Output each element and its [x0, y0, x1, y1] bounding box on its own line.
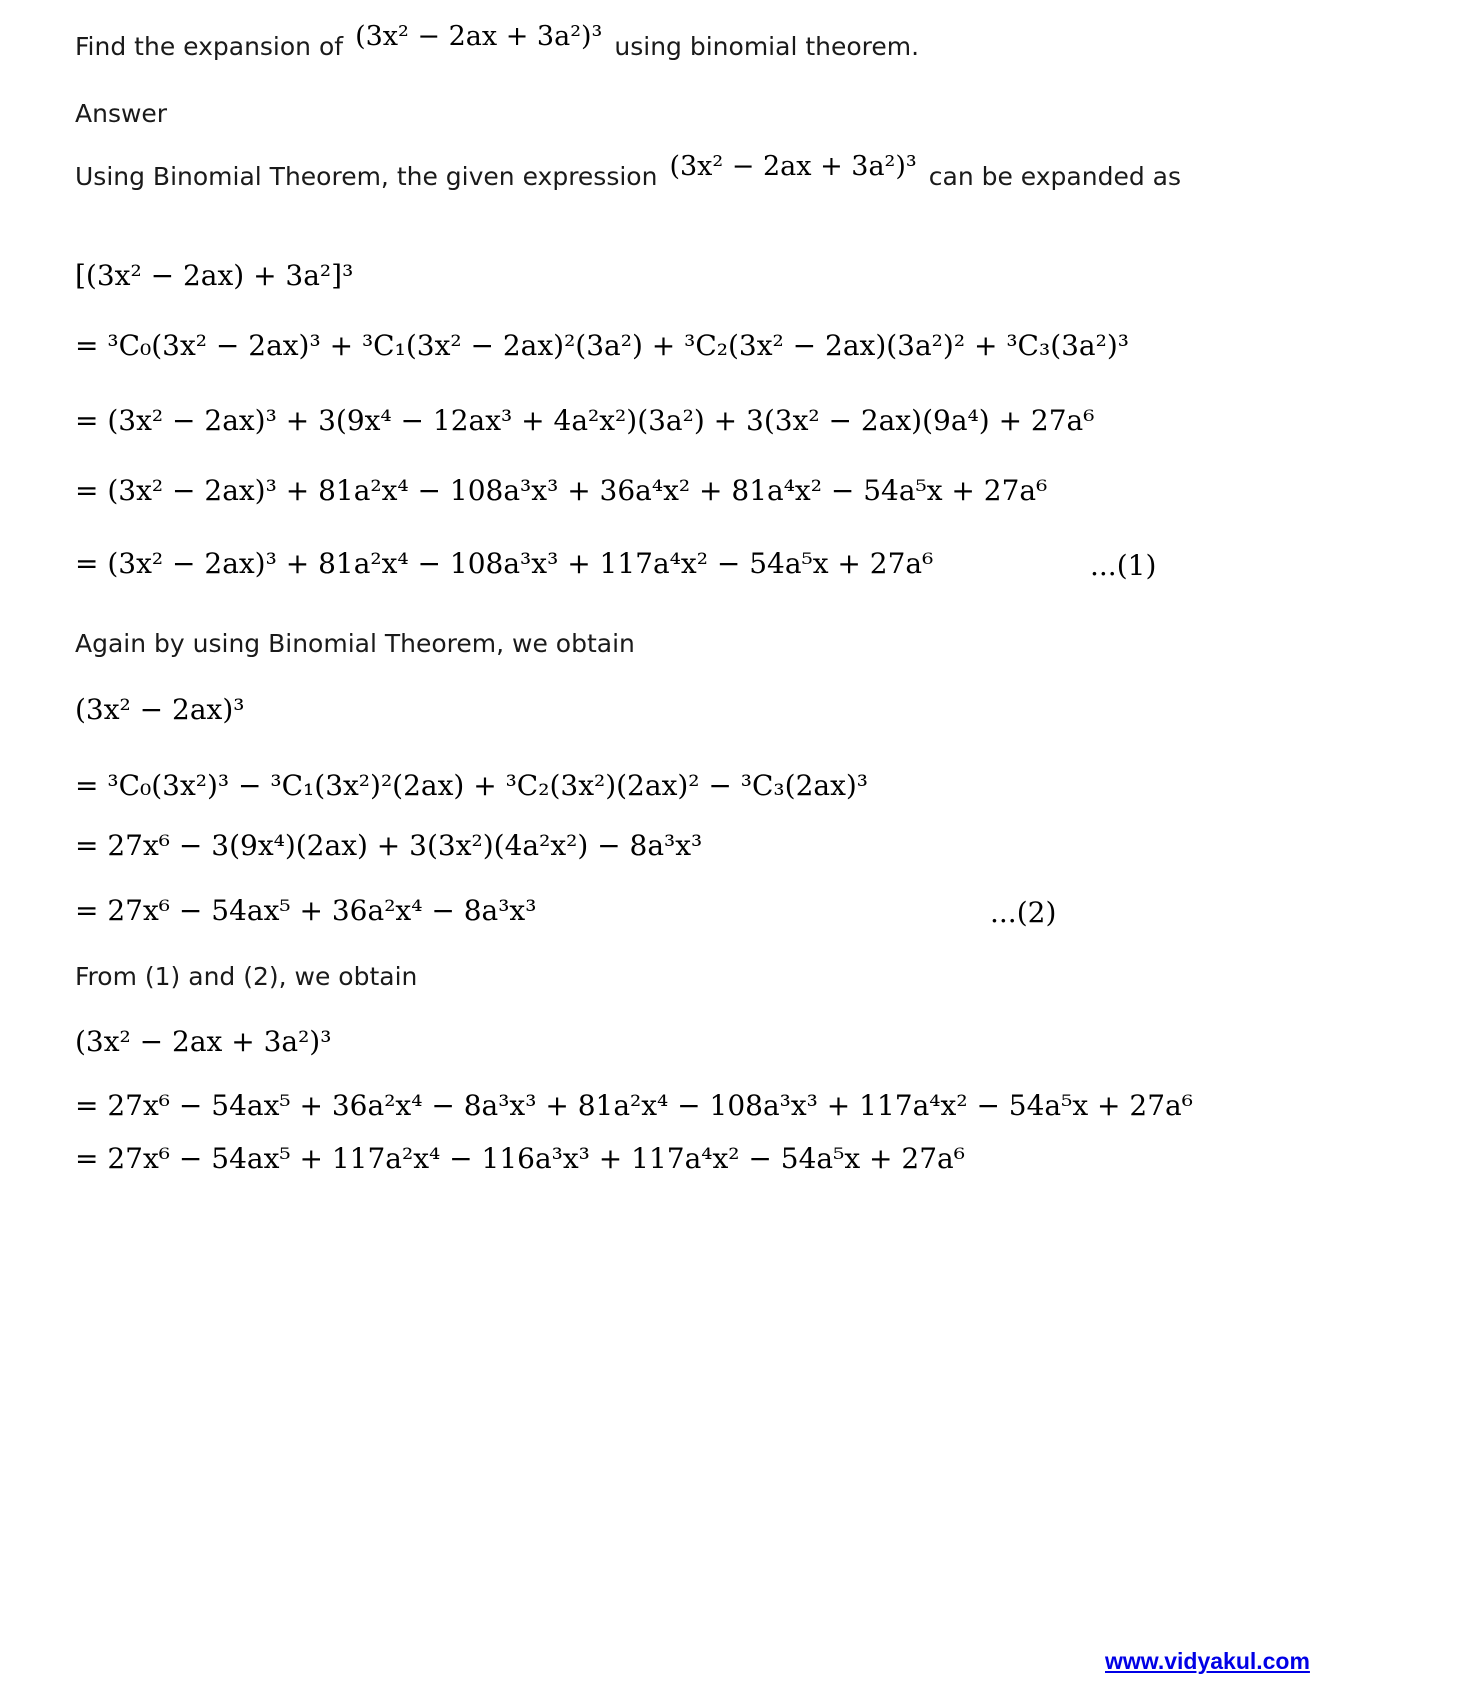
equation-line: [75, 893, 1057, 929]
question-suffix: using binomial theorem.: [614, 32, 920, 62]
equation-line: [75, 546, 1157, 582]
equation-line: = ³C₀(3x² − 2ax)³ + ³C₁(3x² − 2ax)²(3a²) + ³C₂(3x² − 2ax)(3a²)² + ³C₃(3a²)³: [75, 329, 1129, 362]
footer-website-link[interactable]: www.vidyakul.com: [1105, 1648, 1310, 1674]
question-prefix: Find the expansion of: [75, 32, 344, 62]
equation-line: = 27x⁶ − 54ax⁵ + 36a²x⁴ − 8a³x³ + 81a²x⁴ − 108a³x³ + 117a⁴x² − 54a⁵x + 27a⁶: [75, 1089, 1193, 1122]
intro-suffix: can be expanded as: [928, 162, 1181, 192]
equation-line: [(3x² − 2ax) + 3a²]³: [75, 259, 354, 292]
question-expression: (3x² − 2ax + 3a²)³: [355, 21, 603, 52]
question-line: [75, 21, 920, 64]
equation-line: (3x² − 2ax)³: [75, 693, 245, 726]
equation-body: = 27x⁶ − 54ax⁵ + 36a²x⁴ − 8a³x³: [75, 894, 537, 927]
equation-line: = (3x² − 2ax)³ + 81a²x⁴ − 108a³x³ + 36a⁴x² + 81a⁴x² − 54a⁵x + 27a⁶: [75, 474, 1048, 507]
from-text: From (1) and (2), we obtain: [75, 962, 418, 991]
again-text: Again by using Binomial Theorem, we obtain: [75, 629, 635, 658]
equation-body: = (3x² − 2ax)³ + 81a²x⁴ − 108a³x³ + 117a⁴x² − 54a⁵x + 27a⁶: [75, 547, 934, 580]
equation-line: = ³C₀(3x²)³ − ³C₁(3x²)²(2ax) + ³C₂(3x²)(2ax)² − ³C₃(2ax)³: [75, 769, 869, 802]
intro-line: [75, 151, 1181, 194]
equation-number-tag: ...(2): [990, 896, 1057, 929]
intro-expression: (3x² − 2ax + 3a²)³: [669, 151, 917, 182]
equation-line: = (3x² − 2ax)³ + 3(9x⁴ − 12ax³ + 4a²x²)(3a²) + 3(3x² − 2ax)(9a⁴) + 27a⁶: [75, 404, 1095, 437]
equation-line: = 27x⁶ − 54ax⁵ + 117a²x⁴ − 116a³x³ + 117a⁴x² − 54a⁵x + 27a⁶: [75, 1142, 965, 1175]
equation-line: = 27x⁶ − 3(9x⁴)(2ax) + 3(3x²)(4a²x²) − 8a³x³: [75, 829, 703, 862]
equation-line: (3x² − 2ax + 3a²)³: [75, 1025, 332, 1058]
equation-number-tag: ...(1): [1090, 549, 1157, 582]
intro-prefix: Using Binomial Theorem, the given expression: [75, 162, 658, 192]
answer-heading: Answer: [75, 99, 168, 128]
